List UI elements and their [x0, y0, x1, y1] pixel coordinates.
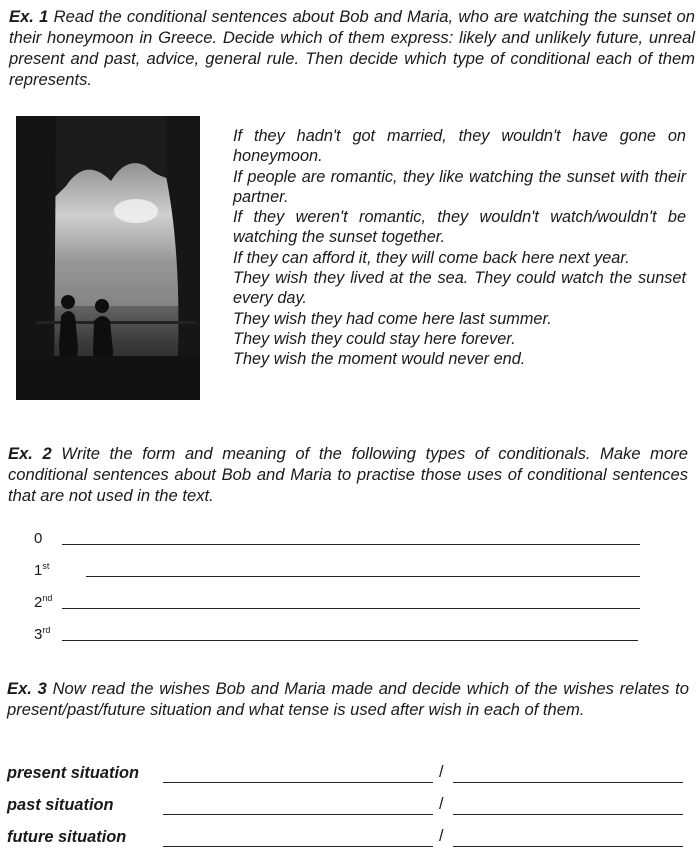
- conditional-number: 0: [34, 530, 43, 547]
- past-situation-row: [7, 795, 444, 815]
- future-situation-row: [7, 827, 444, 847]
- answer-line[interactable]: [163, 782, 433, 783]
- sentence-7: They wish they could stay here forever.: [233, 329, 516, 348]
- ex1-label: Ex. 1: [9, 7, 49, 26]
- sentence-1: If they hadn't got married, they wouldn't have gone on honeymoon.: [233, 127, 686, 166]
- ex2-text: Write the form and meaning of the following types of conditionals. Make more conditional sentences about Bob and Maria to practise those uses of conditional sentences that are not used in the text.: [8, 444, 688, 505]
- sentence-8: They wish the moment would never end.: [233, 350, 526, 369]
- conditional-row-second: [34, 593, 52, 611]
- ex1-text: Read the conditional sentences about Bob and Maria, who are watching the sunset on their honeymoon in Greece. Decide which of them express: likely and unlikely future, unreal present and past, advice, general rule. Then decide which type of conditional each of them represents.: [9, 7, 695, 89]
- ex2-instructions: [8, 443, 688, 506]
- sentence-4: If they can afford it, they will come back here next year.: [233, 248, 630, 267]
- answer-line[interactable]: [86, 576, 640, 577]
- ex1-instructions: [9, 6, 695, 90]
- sentence-6: They wish they had come here last summer.: [233, 309, 552, 328]
- conditional-number: 3: [34, 626, 43, 643]
- slash-separator: /: [439, 827, 444, 845]
- answer-line[interactable]: [163, 814, 433, 815]
- row-label: past situation: [7, 796, 114, 814]
- conditional-row-zero: [34, 529, 42, 547]
- ex1-sentence-list: [233, 126, 686, 370]
- answer-line[interactable]: [62, 640, 638, 641]
- sentence-2: If people are romantic, they like watching the sunset with their partner.: [233, 167, 686, 206]
- answer-line[interactable]: [453, 814, 683, 815]
- conditional-suffix: rd: [42, 625, 51, 635]
- conditional-row-third: [34, 625, 50, 643]
- answer-line[interactable]: [453, 846, 683, 847]
- sunset-couple-photo: [16, 116, 200, 400]
- ex3-instructions: [7, 678, 689, 720]
- ex2-label: Ex. 2: [8, 444, 52, 463]
- present-situation-row: [7, 763, 444, 783]
- answer-line[interactable]: [62, 544, 640, 545]
- slash-separator: /: [439, 763, 444, 781]
- row-label: present situation: [7, 764, 140, 782]
- conditional-number: 2: [34, 594, 43, 611]
- ex3-label: Ex. 3: [7, 679, 47, 698]
- conditional-number: 1: [34, 562, 43, 579]
- slash-separator: /: [439, 795, 444, 813]
- answer-line[interactable]: [163, 846, 433, 847]
- conditional-suffix: nd: [42, 593, 53, 603]
- answer-line[interactable]: [62, 608, 640, 609]
- sentence-5: They wish they lived at the sea. They could watch the sunset every day.: [233, 269, 686, 308]
- conditional-row-first: [34, 561, 49, 579]
- conditional-suffix: st: [42, 561, 50, 571]
- row-label: future situation: [7, 828, 127, 846]
- sentence-3: If they weren't romantic, they wouldn't watch/wouldn't be watching the sunset together.: [233, 208, 686, 247]
- ex3-text: Now read the wishes Bob and Maria made and decide which of the wishes relates to present/past/future situation and what tense is used after wish in each of them.: [7, 679, 689, 719]
- answer-line[interactable]: [453, 782, 683, 783]
